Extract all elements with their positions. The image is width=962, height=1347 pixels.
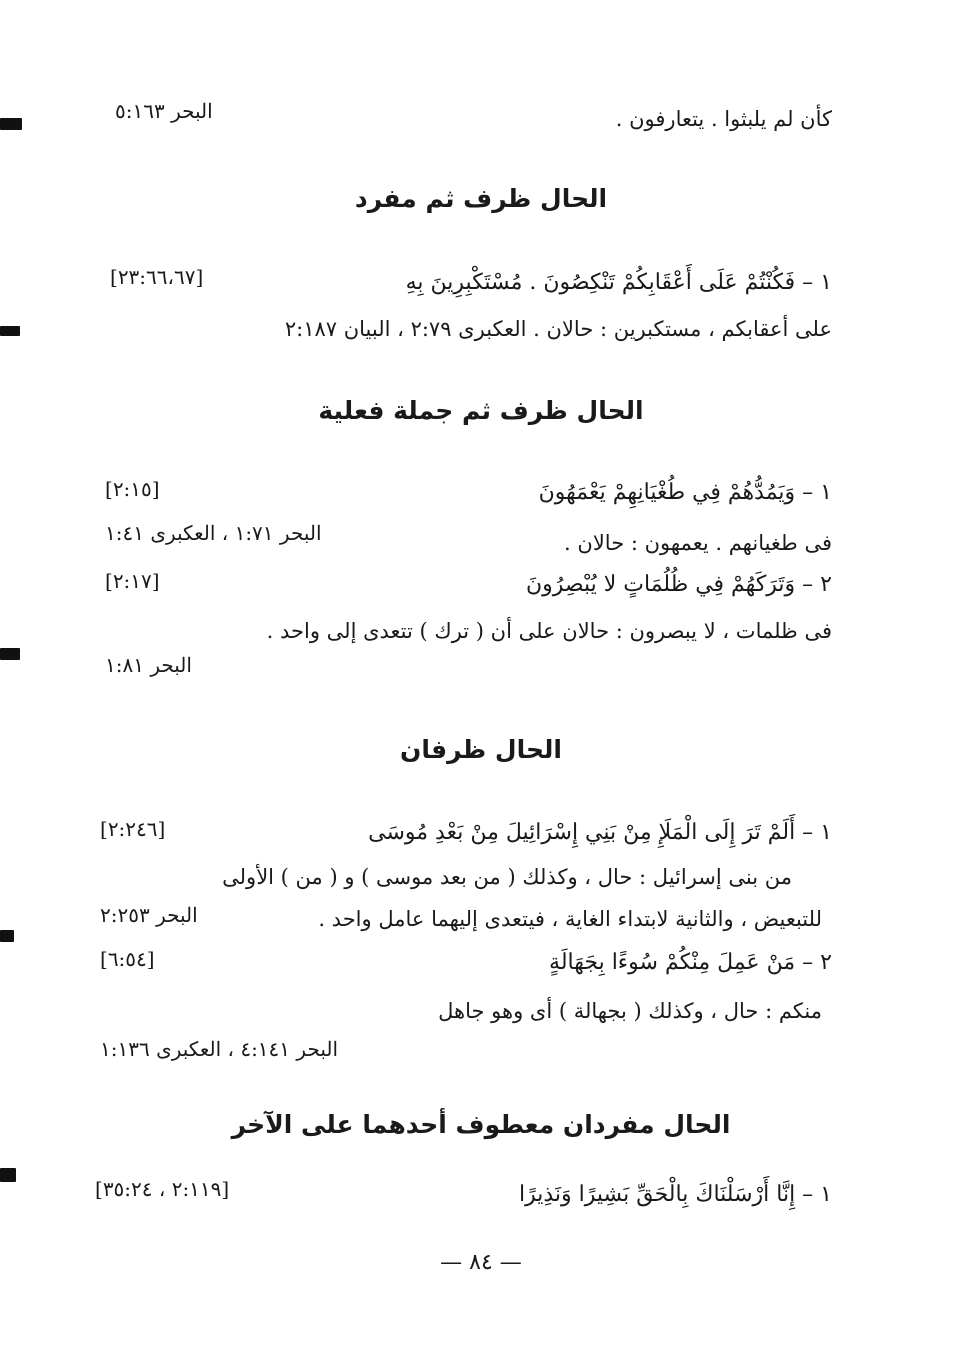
- scan-edge-mark: [0, 1168, 16, 1182]
- verse-line: ٢ – مَنْ عَمِلَ مِنْكُمْ سُوءًا بِجَهَالَةٍ: [549, 950, 832, 975]
- verse-reference: [٢٣:٦٦،٦٧]: [110, 265, 204, 289]
- page-number: — ٨٤ —: [440, 1250, 522, 1275]
- verse-line: ١ – فَكُنْتُمْ عَلَى أَعْقَابِكُمْ تَنْكِصُونَ . مُسْتَكْبِرِينَ بِهِ: [405, 270, 832, 295]
- section-heading: الحال مفردان معطوف أحدهما على الآخر: [231, 1110, 731, 1139]
- verse-line: ١ – إِنَّا أَرْسَلْنَاكَ بِالْحَقِّ بَشِيرًا وَنَذِيرًا: [518, 1182, 832, 1207]
- verse-line: ٢ – وَتَرَكَهُمْ فِي ظُلُمَاتٍ لا يُبْصِرُونَ: [525, 572, 832, 597]
- verse-reference: [٢:٢٤٦]: [100, 817, 166, 841]
- top-text: كأن لم يلبثوا . يتعارفون .: [615, 107, 832, 131]
- verse-line: ١ – أَلَمْ تَرَ إِلَى الْمَلَإِ مِنْ بَنِي إِسْرَائِيلَ مِنْ بَعْدِ مُوسَى: [368, 820, 832, 845]
- source-reference: البحر ٢:٢٥٣: [100, 903, 198, 927]
- section-heading: الحال ظرف ثم جملة فعلية: [318, 396, 644, 425]
- scan-edge-mark: [0, 326, 20, 336]
- source-reference: البحر ١:٨١: [105, 653, 192, 677]
- section-heading: الحال ظرف ثم مفرد: [354, 184, 608, 213]
- section-heading: الحال ظرفان: [400, 735, 562, 764]
- scan-edge-mark: [0, 118, 22, 130]
- commentary-line: منكم : حال ، وكذلك ( بجهالة ) أى وهو جاهل: [438, 999, 822, 1023]
- commentary-line: فى ظلمات ، لا يبصرون : حالان على أن ( ترك ) تتعدى إلى واحد .: [266, 619, 832, 643]
- verse-reference: [٢:١٥]: [105, 477, 160, 501]
- verse-reference: [٢:١١٩ ، ٣٥:٢٤]: [95, 1177, 230, 1201]
- source-reference: البحر ٤:١٤١ ، العكبرى ١:١٣٦: [100, 1037, 339, 1061]
- verse-reference: [٦:٥٤]: [100, 947, 155, 971]
- verse-reference: [٢:١٧]: [105, 569, 160, 593]
- scan-edge-mark: [0, 930, 14, 942]
- commentary-line: للتبعيض ، والثانية لابتداء الغاية ، فيتعدى إليهما عامل واحد .: [318, 907, 822, 931]
- verse-line: ١ – وَيَمُدُّهُمْ فِي طُغْيَانِهِمْ يَعْمَهُونَ: [538, 480, 832, 505]
- commentary-line: على أعقابكم ، مستكبرين : حالان . العكبرى ٢:٧٩ ، البيان ٢:١٨٧: [284, 317, 832, 341]
- commentary-line: فى طغيانهم . يعمهون : حالان .: [564, 531, 832, 555]
- source-reference: البحر ١:٧١ ، العكبرى ١:٤١: [105, 521, 322, 545]
- commentary-line: من بنى إسرائيل : حال ، وكذلك ( من بعد موسى ) و ( من ) الأولى: [222, 865, 792, 889]
- scan-edge-mark: [0, 648, 20, 660]
- top-reference: البحر ٥:١٦٣: [115, 99, 213, 123]
